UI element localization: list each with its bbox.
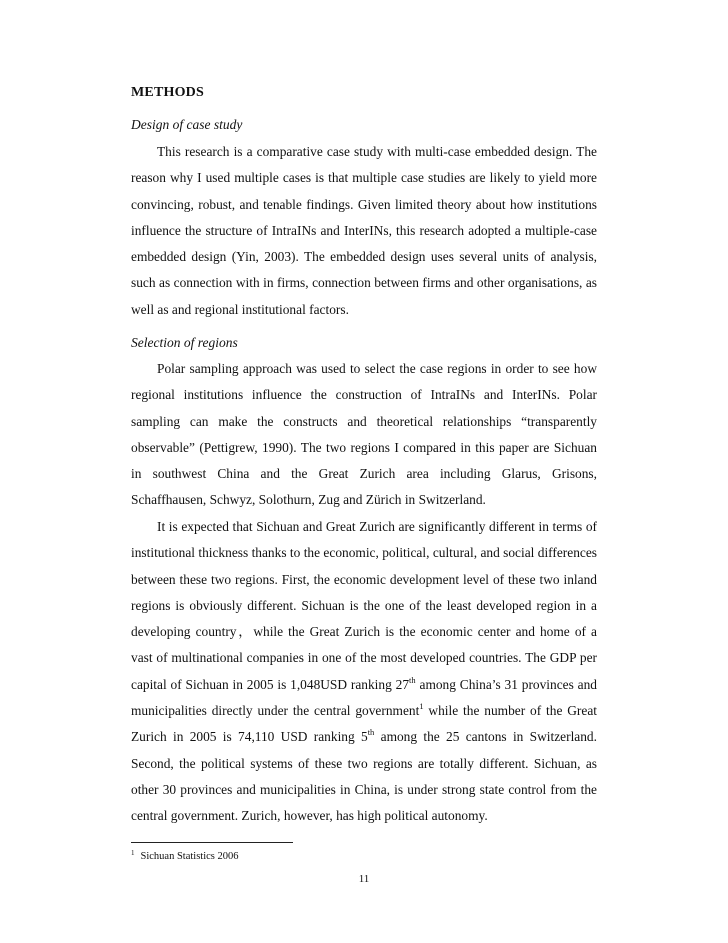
- footnote-divider: [131, 842, 293, 843]
- section-heading: METHODS: [131, 85, 204, 100]
- paragraph-polar-sampling: Polar sampling approach was used to select the case regions in order to see how regional institutions influence the construction of IntraINs and InterINs. Polar sampling can make the constructs and theoretical relationships “transparently observable” (Pettigrew, 1990). The two regions I compared in this paper are Sichuan in southwest China and the Great Zurich area including Glarus, Grisons, Schaffhausen, Schwyz, Solothurn, Zug and Zürich in Switzerland.: [131, 361, 597, 508]
- footnote-reference[interactable]: 1: [419, 701, 424, 712]
- footnote-marker: 1: [131, 849, 135, 857]
- subheading-regions: Selection of regions: [131, 335, 238, 350]
- text-segment: It is expected that Sichuan and Great Zurich are significantly different in terms of institutional thickness thanks to the economic, political, cultural, and social differences between these two regions. First, the economic development level of these two inland regions is obviously different. Sichuan is the one of the least developed region in a developing country，while the Great Zurich is the economic center and home of a vast of multinational companies in one of the most developed countries. The GDP per capital of Sichuan in 2005 is 1,048USD ranking 27: [131, 519, 597, 692]
- footnote-text: Sichuan Statistics 2006: [140, 851, 239, 862]
- text-segment: while the number of the Great Zurich in 2005 is 74,110 USD ranking 5: [131, 703, 597, 745]
- text-segment: among the 25 cantons in Switzerland. Second, the political systems of these two regions are totally different. Sichuan, as other 30 provinces and municipalities in China, is under strong state control from the central government. Zurich, however, has high political autonomy.: [131, 729, 597, 824]
- footnote: [131, 851, 239, 862]
- paragraph-institutional-thickness: [131, 514, 597, 830]
- superscript: th: [367, 727, 375, 738]
- page-number: 11: [358, 873, 370, 885]
- superscript: th: [409, 674, 416, 685]
- paragraph-design: This research is a comparative case study with multi-case embedded design. The reason why I used multiple cases is that multiple case studies are likely to yield more convincing, robust, and tenable findings. Given limited theory about how institutions influence the structure of IntraINs and InterINs, this research adopted a multiple-case embedded design (Yin, 2003). The embedded design uses several units of analysis, such as connection with in firms, connection between firms and other organisations, as well as and regional institutional factors.: [131, 144, 597, 317]
- text-segment: among China’s 31 provinces and municipalities directly under the central government: [131, 676, 597, 719]
- subheading-design: Design of case study: [131, 117, 243, 132]
